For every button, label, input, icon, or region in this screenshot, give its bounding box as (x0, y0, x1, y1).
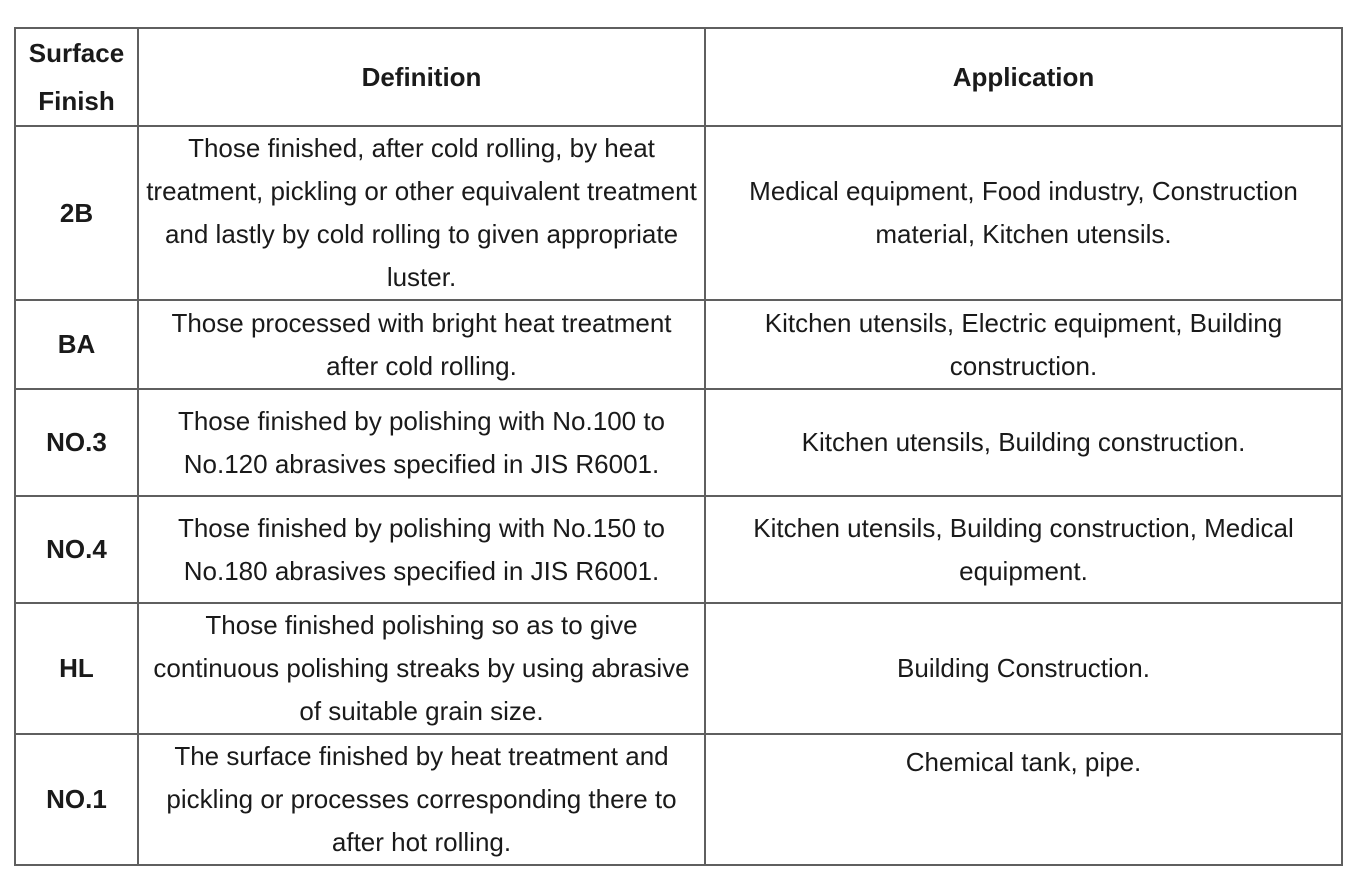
application-cell: Kitchen utensils, Building construction, Medical equipment. (705, 496, 1342, 603)
header-definition: Definition (138, 28, 705, 126)
table-row (15, 734, 1342, 865)
finish-code: HL (15, 603, 138, 734)
finish-code: NO.1 (15, 734, 138, 865)
finish-code: 2B (15, 126, 138, 300)
application-cell: Kitchen utensils, Electric equipment, Building construction. (705, 300, 1342, 389)
table-row (15, 126, 1342, 300)
table-row (15, 300, 1342, 389)
application-cell: Building Construction. (705, 603, 1342, 734)
table-row (15, 603, 1342, 734)
finish-code: BA (15, 300, 138, 389)
table-row (15, 389, 1342, 496)
definition-cell: Those finished polishing so as to give continuous polishing streaks by using abrasive of suitable grain size. (138, 603, 705, 734)
table-row (15, 496, 1342, 603)
definition-cell: Those finished by polishing with No.100 to No.120 abrasives specified in JIS R6001. (138, 389, 705, 496)
table-header-row (15, 28, 1342, 126)
header-surface-finish: Surface Finish (15, 28, 138, 126)
finish-code: NO.4 (15, 496, 138, 603)
header-application: Application (705, 28, 1342, 126)
definition-cell: Those processed with bright heat treatment after cold rolling. (138, 300, 705, 389)
definition-cell: Those finished by polishing with No.150 to No.180 abrasives specified in JIS R6001. (138, 496, 705, 603)
finish-code: NO.3 (15, 389, 138, 496)
definition-cell: The surface finished by heat treatment and pickling or processes corresponding there to after hot rolling. (138, 734, 705, 865)
surface-finish-table (14, 27, 1343, 866)
application-cell: Medical equipment, Food industry, Construction material, Kitchen utensils. (705, 126, 1342, 300)
definition-cell: Those finished, after cold rolling, by heat treatment, pickling or other equivalent treatment and lastly by cold rolling to given appropriate luster. (138, 126, 705, 300)
application-cell: Chemical tank, pipe. (705, 734, 1342, 865)
application-cell: Kitchen utensils, Building construction. (705, 389, 1342, 496)
